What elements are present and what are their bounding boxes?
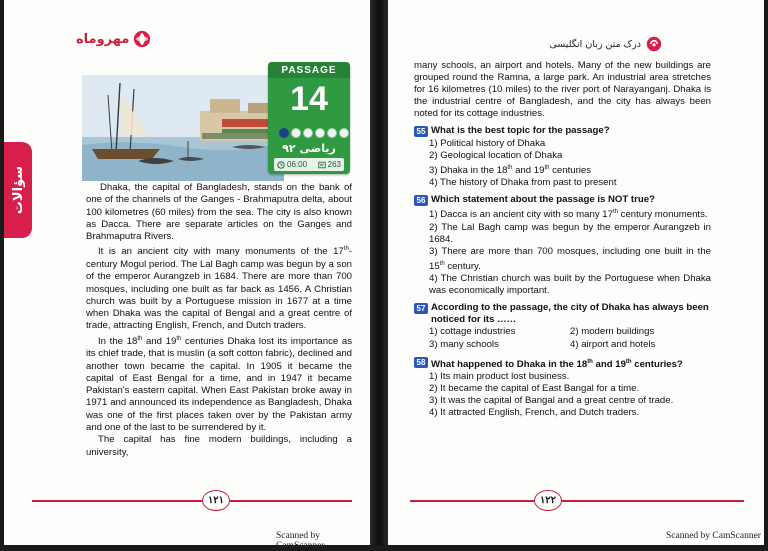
passage-paragraph: In the 18th and 19th centuries Dhaka lost its importance as its chief trade, that is muslin (a soft cotton fabric), declined and another town became the capital. In 1905 it became the capital of East Bengal for a time, and in 1947 it became Pakistan's eastern capital. When East Pakistan broke away in 1971 and announced its independence as Bangladesh, Dhaka was one of the first places taken over by the Pakistan army and one of the last to be surrendered by it. (86, 335, 352, 434)
difficulty-dot (327, 128, 337, 138)
scanner-watermark: Scanned by CamScanner (666, 531, 761, 541)
questions-area (414, 60, 711, 419)
difficulty-dot (279, 128, 289, 138)
question-56 (414, 194, 711, 297)
right-header (549, 36, 662, 52)
difficulty-dot (339, 128, 349, 138)
question-text: What is the best topic for the passage? (431, 125, 610, 137)
question-58 (414, 356, 711, 420)
difficulty-dot (303, 128, 313, 138)
answer-option: 1) Political history of Dhaka (429, 137, 546, 149)
word-count: 263 (327, 160, 341, 169)
badge-meta (274, 158, 344, 171)
question-text: Which statement about the passage is NOT true? (431, 194, 655, 206)
question-text: What happened to Dhaka in the 18th and 19th centuries? (431, 358, 683, 370)
passage-text (86, 182, 352, 459)
answer-option: 2) Geological location of Dhaka (429, 149, 563, 161)
question-number: 55 (414, 126, 428, 137)
answer-option: 4) The history of Dhaka from past to present (429, 177, 617, 189)
section-title: درک متن زبان انگلیسی (549, 38, 641, 50)
section-logo-icon (646, 36, 662, 52)
passage-paragraph: It is an ancient city with many monuments of the 17th-century Mogul period. The Lal Bagh camp was begun by a son of the emperor Aurangzeb in 1684. There are more than 700 mosques, including one built as far back as 1456. A Christian church was built by a Portuguese mission in 1677 at a time when Dhaka was the capital of Bengal and a great centre of trade, attracting English, French, and Dutch traders. (86, 246, 352, 332)
passage-number: 14 (290, 80, 328, 118)
page-number: ۱۲۲ (534, 490, 562, 511)
left-page (4, 0, 370, 551)
question-number: 57 (414, 303, 428, 314)
answer-option: 3) It was the capital of Bangal and a great centre of trade. (429, 395, 674, 407)
question-55 (414, 125, 711, 189)
answer-option: 1) Dacca is an ancient city with so many 17th century monuments. (429, 209, 708, 221)
answer-option: 3) Dhaka in the 18th and 19th centuries (429, 164, 592, 176)
answer-option: 3) many schools (429, 338, 499, 350)
answer-option: 2) modern buildings (570, 326, 655, 338)
word-count-icon (318, 161, 326, 169)
right-footer (410, 490, 744, 514)
question-text: According to the passage, the city of Dhaka has always been noticed for its …… (431, 302, 709, 326)
page-number: ۱۲۱ (202, 490, 230, 511)
passage-label: PASSAGE (281, 65, 337, 76)
clock-icon (277, 161, 285, 169)
answer-option: 2) It became the capital of East Bangal for a time. (429, 383, 640, 394)
brand-name: مهروماه (76, 31, 130, 47)
brand-header (76, 30, 151, 48)
question-number: 56 (414, 195, 428, 206)
mehromah-logo-icon (133, 30, 151, 48)
question-57 (414, 302, 711, 350)
answer-option: 2) The Lal Bagh camp was begun by the emperor Aurangzeb in 1684. (429, 221, 711, 245)
right-page (388, 0, 764, 545)
answer-option: 4) The Christian church was built by the Portuguese when Dhaka was economically important. (429, 273, 711, 297)
passage-paragraph: Dhaka, the capital of Bangladesh, stands on the bank of one of the channels of the Ganges - Brahmaputra delta, about 100 kilometres (60 miles) from the sea. The city is also known as Dacca. There are separate articles on the Ganges and Brahmaputra Rivers. (86, 182, 352, 243)
answer-option: 4) It attracted English, French, and Dutch traders. (429, 407, 640, 419)
left-footer (32, 490, 352, 514)
difficulty-dot (315, 128, 325, 138)
answer-option: 3) There are more than 700 mosques, including one built in the 15th century. (429, 245, 711, 272)
book-spine (370, 0, 388, 545)
exam-source: ریاضی ۹۲ (282, 142, 336, 155)
difficulty-dot (291, 128, 301, 138)
passage-paragraph: The capital has fine modern buildings, including a university, (86, 434, 352, 458)
reading-time: 06:00 (287, 160, 308, 169)
side-tab-label: سؤالات (10, 165, 26, 215)
dhaka-river-illustration (82, 75, 284, 181)
answer-option: 1) cottage industries (429, 326, 516, 338)
answer-option: 1) Its main product lost business. (429, 370, 570, 382)
difficulty-dots (279, 128, 349, 138)
passage-continuation: many schools, an airport and hotels. Many of the new buildings are grouped round the Ramna, a large park. An industrial area stretches for 16 kilometres (10 miles) to the river port of Narayanganj. Dhaka is the industrial centre of Bangladesh, and the city has always been noted for its cottage industries. (414, 60, 711, 120)
scanner-watermark: Scanned by CamScanner (276, 531, 325, 551)
passage-badge (268, 62, 350, 174)
answer-option: 4) airport and hotels (570, 338, 656, 350)
side-tab (4, 142, 32, 238)
question-number: 58 (414, 357, 428, 368)
